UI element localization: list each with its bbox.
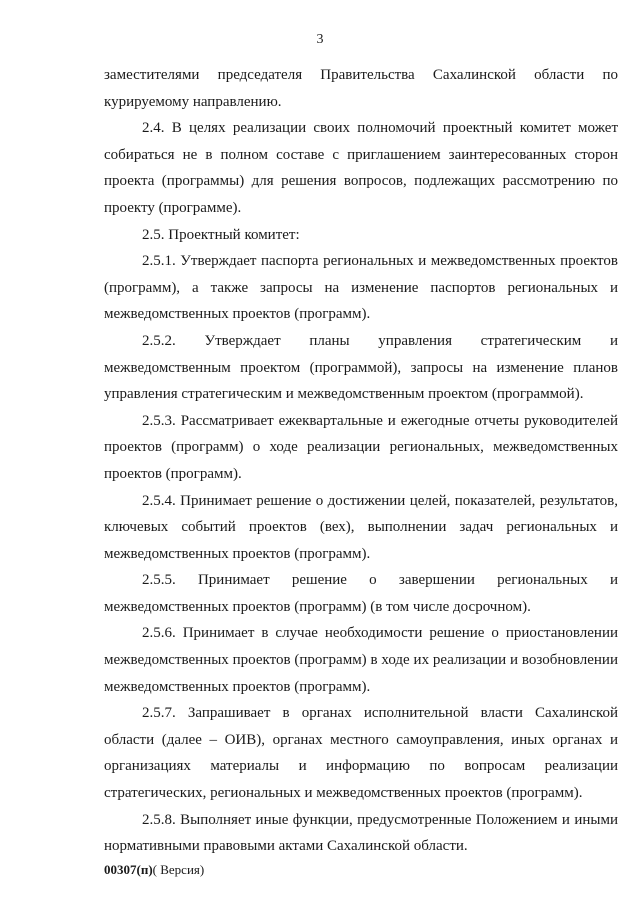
document-footer (104, 862, 204, 878)
document-version: ( Версия) (152, 862, 205, 877)
paragraph-2-5-5: 2.5.5. Принимает решение о завершении региональных и межведомственных проектов (программ) (в том числе досрочном). (104, 572, 618, 615)
paragraph-2-5-1: 2.5.1. Утверждает паспорта региональных и межведомственных проектов (программ), а также запросы на изменение паспортов региональных и межведомственных проектов (программ). (104, 253, 618, 323)
paragraph-2-5: 2.5. Проектный комитет: (142, 226, 300, 243)
paragraph-2-5-3: 2.5.3. Рассматривает ежеквартальные и ежегодные отчеты руководителей проектов (программ) о ходе реализации региональных, межведомственных проектов (программ). (104, 412, 618, 482)
document-body (104, 62, 618, 860)
document-code: 00307(п) (104, 862, 153, 877)
paragraph-2-5-6: 2.5.6. Принимает в случае необходимости решение о приостановлении межведомственных проектов (программ) в ходе их реализации и возобновлении межведомственных проектов (программ). (104, 625, 618, 695)
paragraph-2-4: 2.4. В целях реализации своих полномочий проектный комитет может собираться не в полном составе с приглашением заинтересованных сторон проекта (программы) для решения вопросов, подлежащих рассмотрению по проекту (программе). (104, 120, 618, 216)
paragraph-2-5-4: 2.5.4. Принимает решение о достижении целей, показателей, результатов, ключевых событий проектов (вех), выполнении задач региональных и межведомственных проектов (программ). (104, 492, 618, 562)
paragraph-continuation: заместителями председателя Правительства Сахалинской области по курируемому направлению. (104, 67, 618, 110)
paragraph-2-5-8: 2.5.8. Выполняет иные функции, предусмотренные Положением и иными нормативными правовыми актами Сахалинской области. (104, 811, 618, 855)
paragraph-2-5-7: 2.5.7. Запрашивает в органах исполнительной власти Сахалинской области (далее – ОИВ), органах местного самоуправления, иных органах и организациях материалы и информацию по вопросам реализации стратегических, региональных и межведомственных проектов (программ). (104, 705, 618, 802)
paragraph-2-5-2: 2.5.2. Утверждает планы управления стратегическим и межведомственным проектом (программой), запросы на изменение планов управления стратегическим и межведомственным проектом (программой). (104, 332, 618, 403)
page-number: 3 (316, 32, 324, 47)
